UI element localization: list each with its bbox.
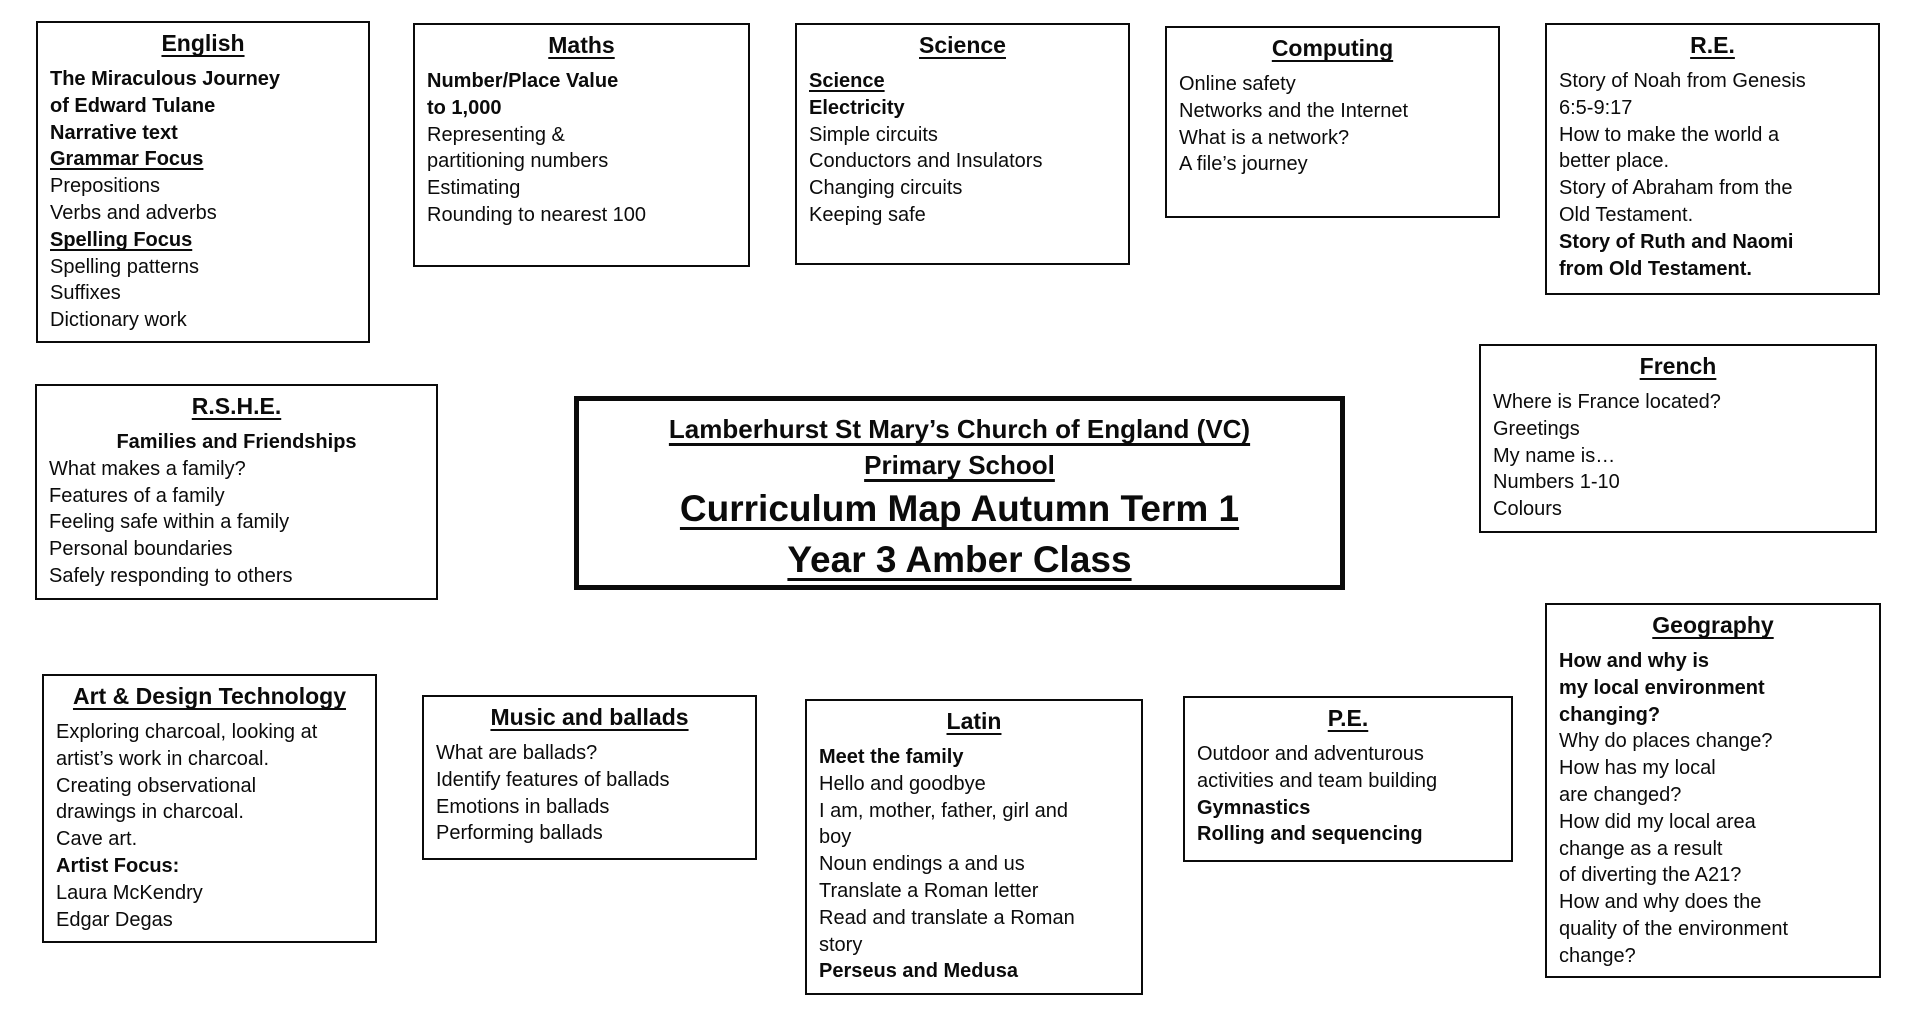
geography-line: How and why is	[1559, 650, 1710, 672]
french-box	[1479, 344, 1877, 533]
maths-line: Representing &	[427, 123, 565, 146]
computing-line: Networks and the Internet	[1179, 99, 1409, 122]
rshe-line: Feeling safe within a family	[49, 511, 290, 534]
geography-line: change?	[1559, 944, 1636, 967]
english-line: Prepositions	[50, 175, 161, 198]
geography-line: changing?	[1559, 703, 1661, 726]
maths-line: to 1,000	[427, 96, 502, 119]
pe-box	[1183, 696, 1513, 862]
rshe-line: Safely responding to others	[49, 564, 293, 587]
re-box-title: R.E.	[1690, 32, 1735, 58]
re-line: How to make the world a	[1559, 123, 1780, 146]
art-line: artist’s work in charcoal.	[56, 747, 270, 770]
music-box-title: Music and ballads	[490, 704, 689, 730]
geography-box	[1545, 603, 1881, 978]
re-line: Old Testament.	[1559, 203, 1694, 226]
french-line: Numbers 1-10	[1493, 471, 1620, 494]
latin-line: boy	[819, 826, 852, 849]
english-line: Spelling patterns	[50, 255, 199, 278]
latin-line: Noun endings a and us	[819, 853, 1025, 876]
geography-line: my local environment	[1559, 676, 1765, 699]
english-line: of Edward Tulane	[50, 94, 216, 117]
geography-line: How and why does the	[1559, 891, 1762, 914]
latin-line: Meet the family	[819, 746, 964, 768]
rshe-line: Features of a family	[49, 484, 225, 507]
french-line: Colours	[1493, 498, 1562, 521]
re-line: from Old Testament.	[1559, 257, 1752, 280]
maths-line: Rounding to nearest 100	[427, 203, 647, 226]
english-line: The Miraculous Journey	[50, 68, 281, 90]
science-line: Keeping safe	[809, 203, 926, 226]
art-line: Artist Focus:	[56, 854, 180, 877]
latin-line: I am, mother, father, girl and	[819, 799, 1069, 822]
computing-line: Online safety	[1179, 73, 1296, 95]
pe-line: activities and team building	[1197, 769, 1438, 792]
latin-box-title: Latin	[946, 708, 1002, 734]
geography-line: of diverting the A21?	[1559, 864, 1742, 887]
art-line: Creating observational	[56, 774, 257, 797]
maths-line: Number/Place Value	[427, 70, 619, 92]
english-box-title: English	[161, 30, 245, 56]
re-line: Story of Noah from Genesis	[1559, 70, 1806, 92]
french-line: Where is France located?	[1493, 391, 1721, 413]
school-name-line1: Lamberhurst St Mary’s Church of England (VC)	[668, 414, 1251, 444]
latin-line: story	[819, 933, 863, 956]
art-line: Cave art.	[56, 828, 138, 851]
art-line: Exploring charcoal, looking at	[56, 721, 318, 743]
art-design-box	[42, 674, 377, 943]
pe-box-title: P.E.	[1327, 705, 1369, 731]
latin-line: Translate a Roman letter	[819, 879, 1039, 902]
science-box	[795, 23, 1130, 265]
english-box	[36, 21, 370, 343]
french-line: Greetings	[1493, 417, 1580, 440]
geography-line: quality of the environment	[1559, 917, 1789, 940]
rshe-line: Families and Friendships	[116, 431, 357, 453]
latin-box	[805, 699, 1143, 995]
art-design-box-title: Art & Design Technology	[72, 683, 347, 709]
latin-line: Perseus and Medusa	[819, 960, 1018, 983]
maths-line: partitioning numbers	[427, 150, 609, 173]
rshe-line: Personal boundaries	[49, 538, 233, 561]
english-line: Narrative text	[50, 121, 178, 144]
geography-line: How did my local area	[1559, 810, 1756, 833]
class-title: Year 3 Amber Class	[787, 539, 1132, 580]
pe-line: Gymnastics	[1197, 796, 1311, 819]
science-line: Changing circuits	[809, 177, 963, 200]
rshe-box-title: R.S.H.E.	[191, 393, 282, 419]
maths-box-title: Maths	[548, 32, 615, 58]
french-box-title: French	[1639, 353, 1717, 379]
geography-line: change as a result	[1559, 837, 1723, 860]
english-line: Spelling Focus	[50, 228, 193, 251]
science-line: Simple circuits	[809, 123, 938, 146]
art-line: Laura McKendry	[56, 881, 203, 904]
school-name-line2: Primary School	[864, 450, 1055, 480]
geography-line: are changed?	[1559, 783, 1682, 806]
geography-line: Why do places change?	[1559, 730, 1773, 753]
re-line: 6:5-9:17	[1559, 96, 1633, 119]
english-line: Dictionary work	[50, 309, 187, 332]
re-line: Story of Ruth and Naomi	[1559, 230, 1794, 253]
pe-line: Rolling and sequencing	[1197, 823, 1423, 846]
maths-line: Estimating	[427, 177, 521, 200]
art-line: Edgar Degas	[56, 908, 173, 931]
geography-line: How has my local	[1559, 757, 1716, 780]
re-box	[1545, 23, 1880, 295]
re-line: better place.	[1559, 150, 1670, 173]
rshe-box	[35, 384, 438, 600]
music-line: What are ballads?	[436, 742, 598, 764]
computing-box	[1165, 26, 1500, 218]
science-box-title: Science	[919, 32, 1006, 58]
latin-line: Read and translate a Roman	[819, 906, 1075, 929]
re-line: Story of Abraham from the	[1559, 177, 1793, 200]
art-line: drawings in charcoal.	[56, 801, 244, 824]
computing-line: A file’s journey	[1179, 153, 1308, 176]
science-line: Conductors and Insulators	[809, 150, 1043, 173]
center-title-box	[574, 396, 1345, 590]
music-box	[422, 695, 757, 860]
computing-line: What is a network?	[1179, 126, 1350, 149]
english-line: Suffixes	[50, 282, 121, 305]
computing-box-title: Computing	[1271, 35, 1394, 61]
science-line: Science	[809, 70, 885, 92]
latin-line: Hello and goodbye	[819, 772, 986, 795]
music-line: Performing ballads	[436, 822, 603, 845]
rshe-line: What makes a family?	[49, 457, 246, 480]
pe-line: Outdoor and adventurous	[1197, 743, 1424, 765]
maths-box	[413, 23, 750, 267]
english-line: Grammar Focus	[50, 148, 204, 171]
geography-box-title: Geography	[1652, 612, 1774, 638]
english-line: Verbs and adverbs	[50, 201, 217, 224]
music-line: Emotions in ballads	[436, 795, 610, 818]
music-line: Identify features of ballads	[436, 768, 670, 791]
science-line: Electricity	[809, 96, 905, 119]
curriculum-map-title: Curriculum Map Autumn Term 1	[679, 488, 1240, 529]
french-line: My name is…	[1493, 444, 1616, 467]
